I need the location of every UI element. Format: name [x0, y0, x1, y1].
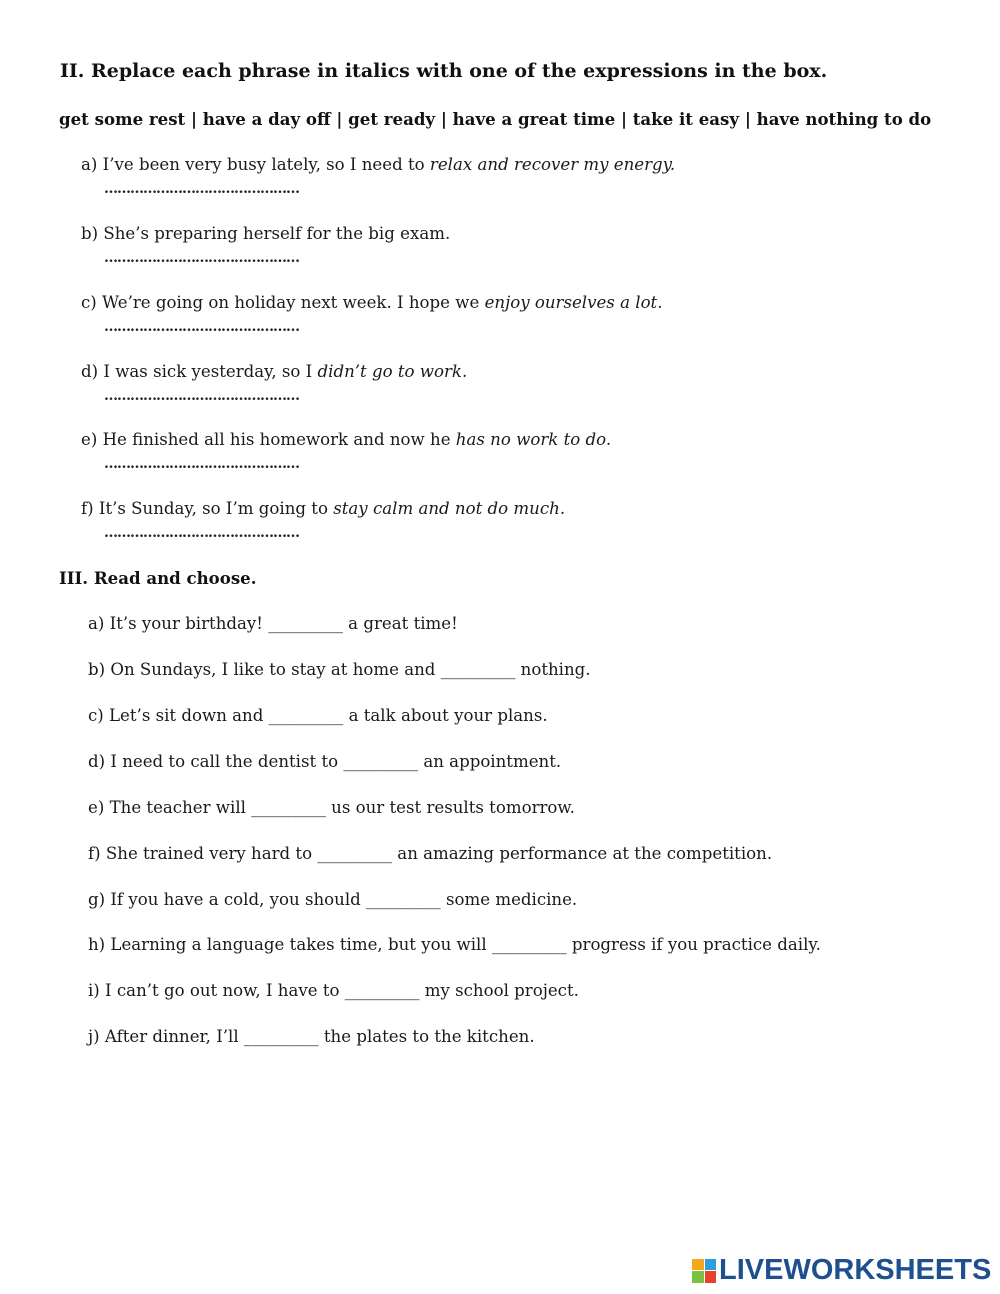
- expressions-box: get some rest | have a day off | get ready | have a great time | take it easy | have nothing to do: [59, 109, 932, 129]
- exercise-3-item: a) It’s your birthday! _________ a great time!: [88, 614, 458, 633]
- answer-line[interactable]: ………………………………………: [104, 250, 299, 266]
- exercise-2-item: a) I’ve been very busy lately, so I need to relax and recover my energy.: [81, 155, 676, 174]
- logo-text: LIVEWORKSHEETS: [719, 1254, 992, 1286]
- exercise-2-item: c) We’re going on holiday next week. I hope we enjoy ourselves a lot.: [81, 293, 663, 312]
- liveworksheets-logo: [692, 1254, 991, 1287]
- logo-blocks-icon: [692, 1259, 716, 1283]
- exercise-3-item: i) I can’t go out now, I have to _________ my school project.: [88, 981, 579, 1000]
- section-2-title: II. Replace each phrase in italics with one of the expressions in the box.: [60, 60, 828, 82]
- exercise-2-item: d) I was sick yesterday, so I didn’t go to work.: [81, 362, 468, 381]
- answer-line[interactable]: ………………………………………: [104, 456, 299, 472]
- exercise-3-item: b) On Sundays, I like to stay at home and _________ nothing.: [88, 660, 591, 679]
- exercise-2-item: f) It’s Sunday, so I’m going to stay calm and not do much.: [81, 499, 566, 518]
- section-3-title: III. Read and choose.: [59, 568, 257, 588]
- exercise-3-item: g) If you have a cold, you should _________ some medicine.: [88, 890, 578, 909]
- answer-line[interactable]: ………………………………………: [104, 319, 299, 335]
- answer-line[interactable]: ………………………………………: [104, 525, 299, 541]
- exercise-3-item: h) Learning a language takes time, but you will _________ progress if you practice daily.: [88, 935, 821, 954]
- exercise-3-item: f) She trained very hard to _________ an amazing performance at the competition.: [88, 844, 773, 863]
- exercise-3-item: c) Let’s sit down and _________ a talk about your plans.: [88, 706, 548, 725]
- exercise-3-item: e) The teacher will _________ us our test results tomorrow.: [88, 798, 575, 817]
- exercise-2-item: b) She’s preparing herself for the big exam.: [81, 224, 451, 243]
- exercise-3-item: j) After dinner, I’ll _________ the plates to the kitchen.: [88, 1027, 535, 1046]
- answer-line[interactable]: ………………………………………: [104, 181, 299, 197]
- answer-line[interactable]: ………………………………………: [104, 388, 299, 404]
- exercise-3-item: d) I need to call the dentist to _________ an appointment.: [88, 752, 562, 771]
- exercise-2-item: e) He finished all his homework and now he has no work to do.: [81, 430, 612, 449]
